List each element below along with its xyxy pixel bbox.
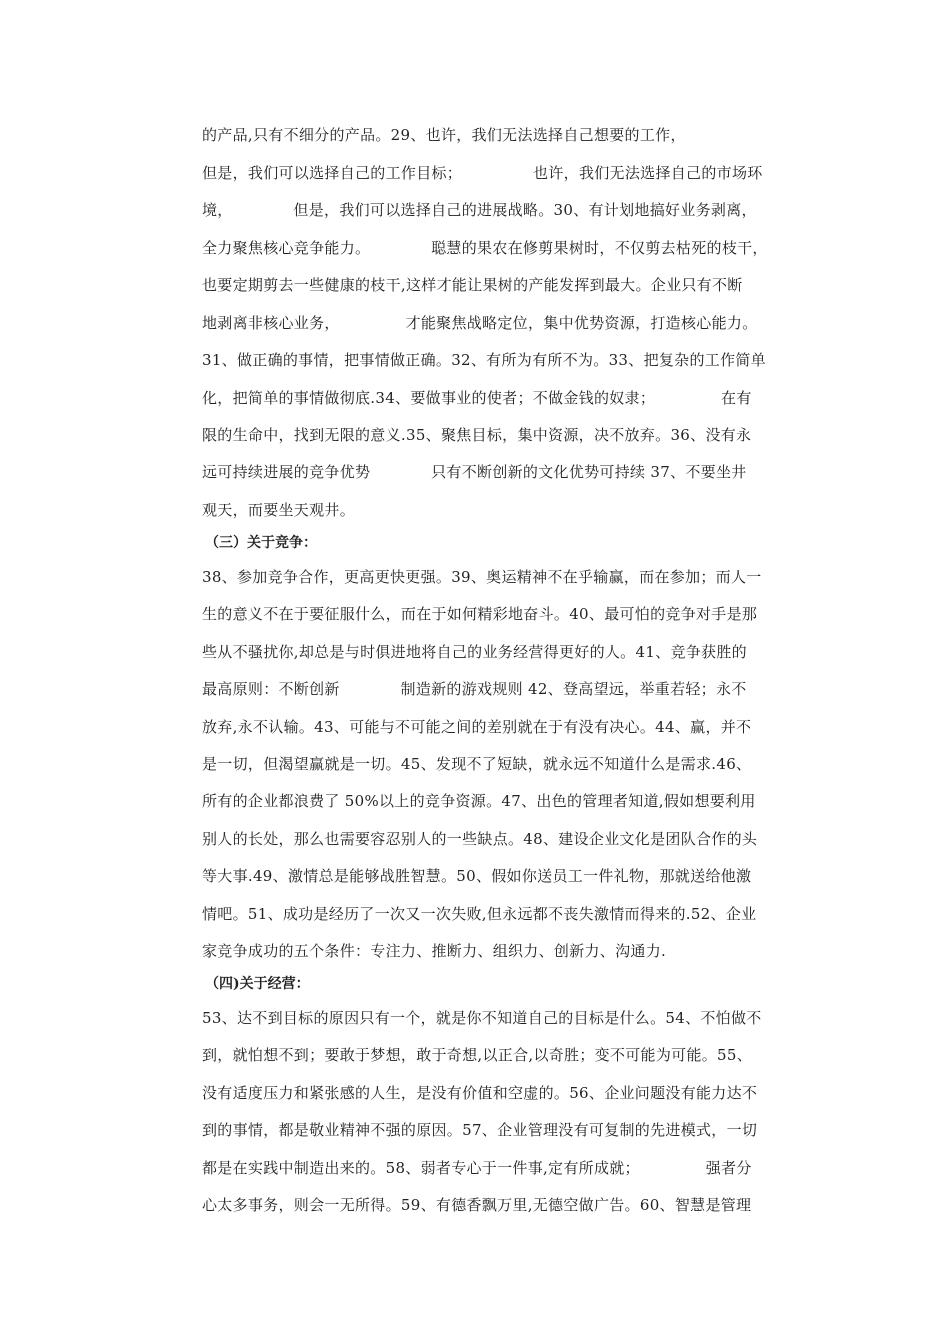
text-line: 家竞争成功的五个条件：专注力、推断力、组织力、创新力、沟通力. bbox=[202, 942, 667, 960]
text-line: 但是，我们可以选择自己的工作目标； 也许，我们无法选择自己的市场环 bbox=[202, 164, 763, 182]
section-heading-competition: （三）关于竞争： bbox=[205, 535, 317, 551]
text-line: 38、参加竞争合作，更高更快更强。39、奥运精神不在乎输赢，而在参加；而人一 bbox=[202, 568, 762, 586]
text-line: 等大事.49、激情总是能够战胜智慧。50、假如你送员工一件礼物，那就送给他激 bbox=[202, 867, 752, 885]
text-line: 所有的企业都浪费了 50%以上的竞争资源。47、出色的管理者知道,假如想要利用 bbox=[202, 792, 756, 810]
text-line: 的产品,只有不细分的产品。29、也许，我们无法选择自己想要的工作， bbox=[202, 126, 686, 144]
text-line: 心太多事务，则会一无所得。59、有德香飘万里,无德空做广告。60、智慧是管理 bbox=[202, 1196, 752, 1214]
text-line: 到的事情，都是敬业精神不强的原因。57、企业管理没有可复制的先进模式，一切 bbox=[202, 1121, 758, 1139]
text-line: 境， 但是，我们可以选择自己的进展战略。30、有计划地搞好业务剥离， bbox=[202, 201, 757, 219]
text-line: 些从不骚扰你,却总是与时俱进地将自己的业务经营得更好的人。41、竞争获胜的 bbox=[202, 643, 747, 661]
text-line: 没有适度压力和紧张感的人生，是没有价值和空虚的。56、企业问题没有能力达不 bbox=[202, 1084, 758, 1102]
text-line: 全力聚焦核心竞争能力。 聪慧的果农在修剪果树时，不仅剪去枯死的枝干， bbox=[202, 239, 768, 257]
text-line: 是一切，但渴望赢就是一切。45、发现不了短缺，就永远不知道什么是需求.46、 bbox=[202, 755, 752, 773]
text-line: 情吧。51、成功是经历了一次又一次失败,但永远都不丧失激情而得来的.52、企业 bbox=[202, 905, 757, 923]
text-line: 到，就怕想不到；要敢于梦想，敢于奇想,以正合,以奇胜；变不可能为可能。55、 bbox=[202, 1046, 753, 1064]
text-line: 也要定期剪去一些健康的枝干,这样才能让果树的产能发挥到最大。企业只有不断 bbox=[202, 276, 743, 294]
text-line: 观天，而要坐天观井。 bbox=[202, 501, 356, 519]
text-line: 53、达不到目标的原因只有一个，就是你不知道自己的目标是什么。54、不怕做不 bbox=[202, 1009, 762, 1027]
text-line: 别人的长处，那么也需要容忍别人的一些缺点。48、建设企业文化是团队合作的头 bbox=[202, 830, 758, 848]
text-line: 远可持续进展的竞争优势 只有不断创新的文化优势可持续 37、不要坐井 bbox=[202, 463, 747, 481]
text-line: 限的生命中，找到无限的意义.35、聚焦目标，集中资源，决不放弃。36、没有永 bbox=[202, 426, 752, 444]
section-heading-operation: （四)关于经营： bbox=[205, 976, 310, 992]
text-line: 化，把简单的事情做彻底.34、要做事业的使者；不做金钱的奴隶； 在有 bbox=[202, 389, 752, 407]
text-line: 都是在实践中制造出来的。58、弱者专心于一件事,定有所成就； 强者分 bbox=[202, 1159, 752, 1177]
text-line: 最高原则：不断创新 制造新的游戏规则 42、登高望远，举重若轻；永不 bbox=[202, 680, 747, 698]
text-line: 31、做正确的事情，把事情做正确。32、有所为有所不为。33、把复杂的工作简单 bbox=[202, 351, 766, 369]
text-line: 生的意义不在于要征服什么，而在于如何精彩地奋斗。40、最可怕的竞争对手是那 bbox=[202, 605, 758, 623]
text-line: 放弃,永不认输。43、可能与不可能之间的差别就在于有没有决心。44、赢，并不 bbox=[202, 718, 752, 736]
text-line: 地剥离非核心业务， 才能聚焦战略定位，集中优势资源，打造核心能力。 bbox=[202, 314, 758, 332]
